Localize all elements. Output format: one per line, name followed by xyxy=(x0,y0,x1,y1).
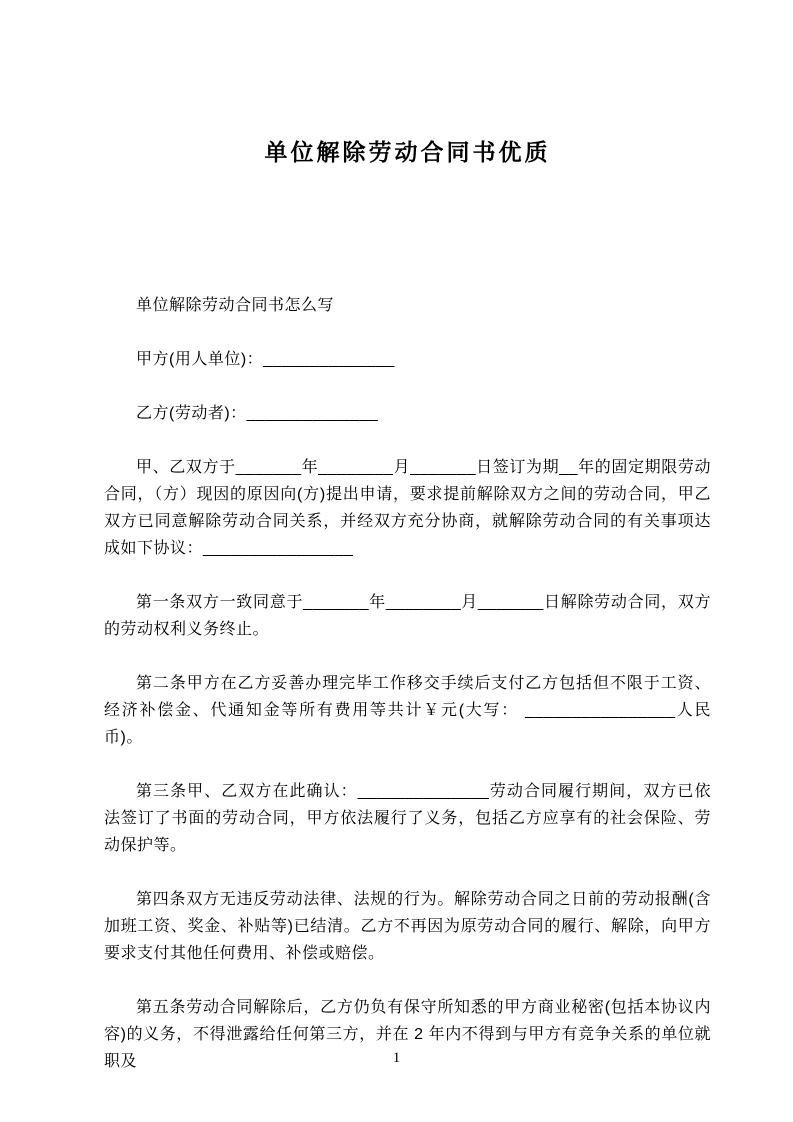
document-title: 单位解除劳动合同书优质 xyxy=(264,139,551,165)
party-a-line: 甲方(用人单位)：______________ xyxy=(136,351,395,368)
page-number: 1 xyxy=(392,1050,401,1066)
party-b-line: 乙方(劳动者)：______________ xyxy=(136,405,379,422)
clause-2: 第二条甲方在乙方妥善办理完毕工作移交手续后支付乙方包括但不限于工资、经济补偿金、代通知金等所有费用等共计￥元(大写： ________________人民币)。 xyxy=(104,675,711,746)
clause-1: 第一条双方一致同意于_______年________月_______日解除劳动合同，双方的劳动权利义务终止。 xyxy=(104,594,711,638)
clause-4: 第四条双方无违反劳动法律、法规的行为。解除劳动合同之日前的劳动报酬(含加班工资、奖金、补贴等)已结清。乙方不再因为原劳动合同的履行、解除，向甲方要求支付其他任何费用、补偿或赔偿。 xyxy=(104,891,711,962)
preamble-paragraph: 甲、乙双方于_______年________月_______日签订为期__年的固定期限劳动合同，（方）现因的原因向(方)提出申请，要求提前解除双方之间的劳动合同，甲乙双方已同意解除劳动合同关系，并经双方充分协商，就解除劳动合同的有关事项达成如下协议：________________ xyxy=(104,459,711,557)
clause-5: 第五条劳动合同解除后，乙方仍负有保守所知悉的甲方商业秘密(包括本协议内容)的义务，不得泄露给任何第三方，并在 2 年内不得到与甲方有竞争关系的单位就职及 xyxy=(104,999,711,1070)
subtitle-how-to-write: 单位解除劳动合同书怎么写 xyxy=(136,297,335,314)
clause-3: 第三条甲、乙双方在此确认：______________劳动合同履行期间，双方已依法签订了书面的劳动合同，甲方依法履行了义务，包括乙方应享有的社会保险、劳动保护等。 xyxy=(104,783,711,854)
